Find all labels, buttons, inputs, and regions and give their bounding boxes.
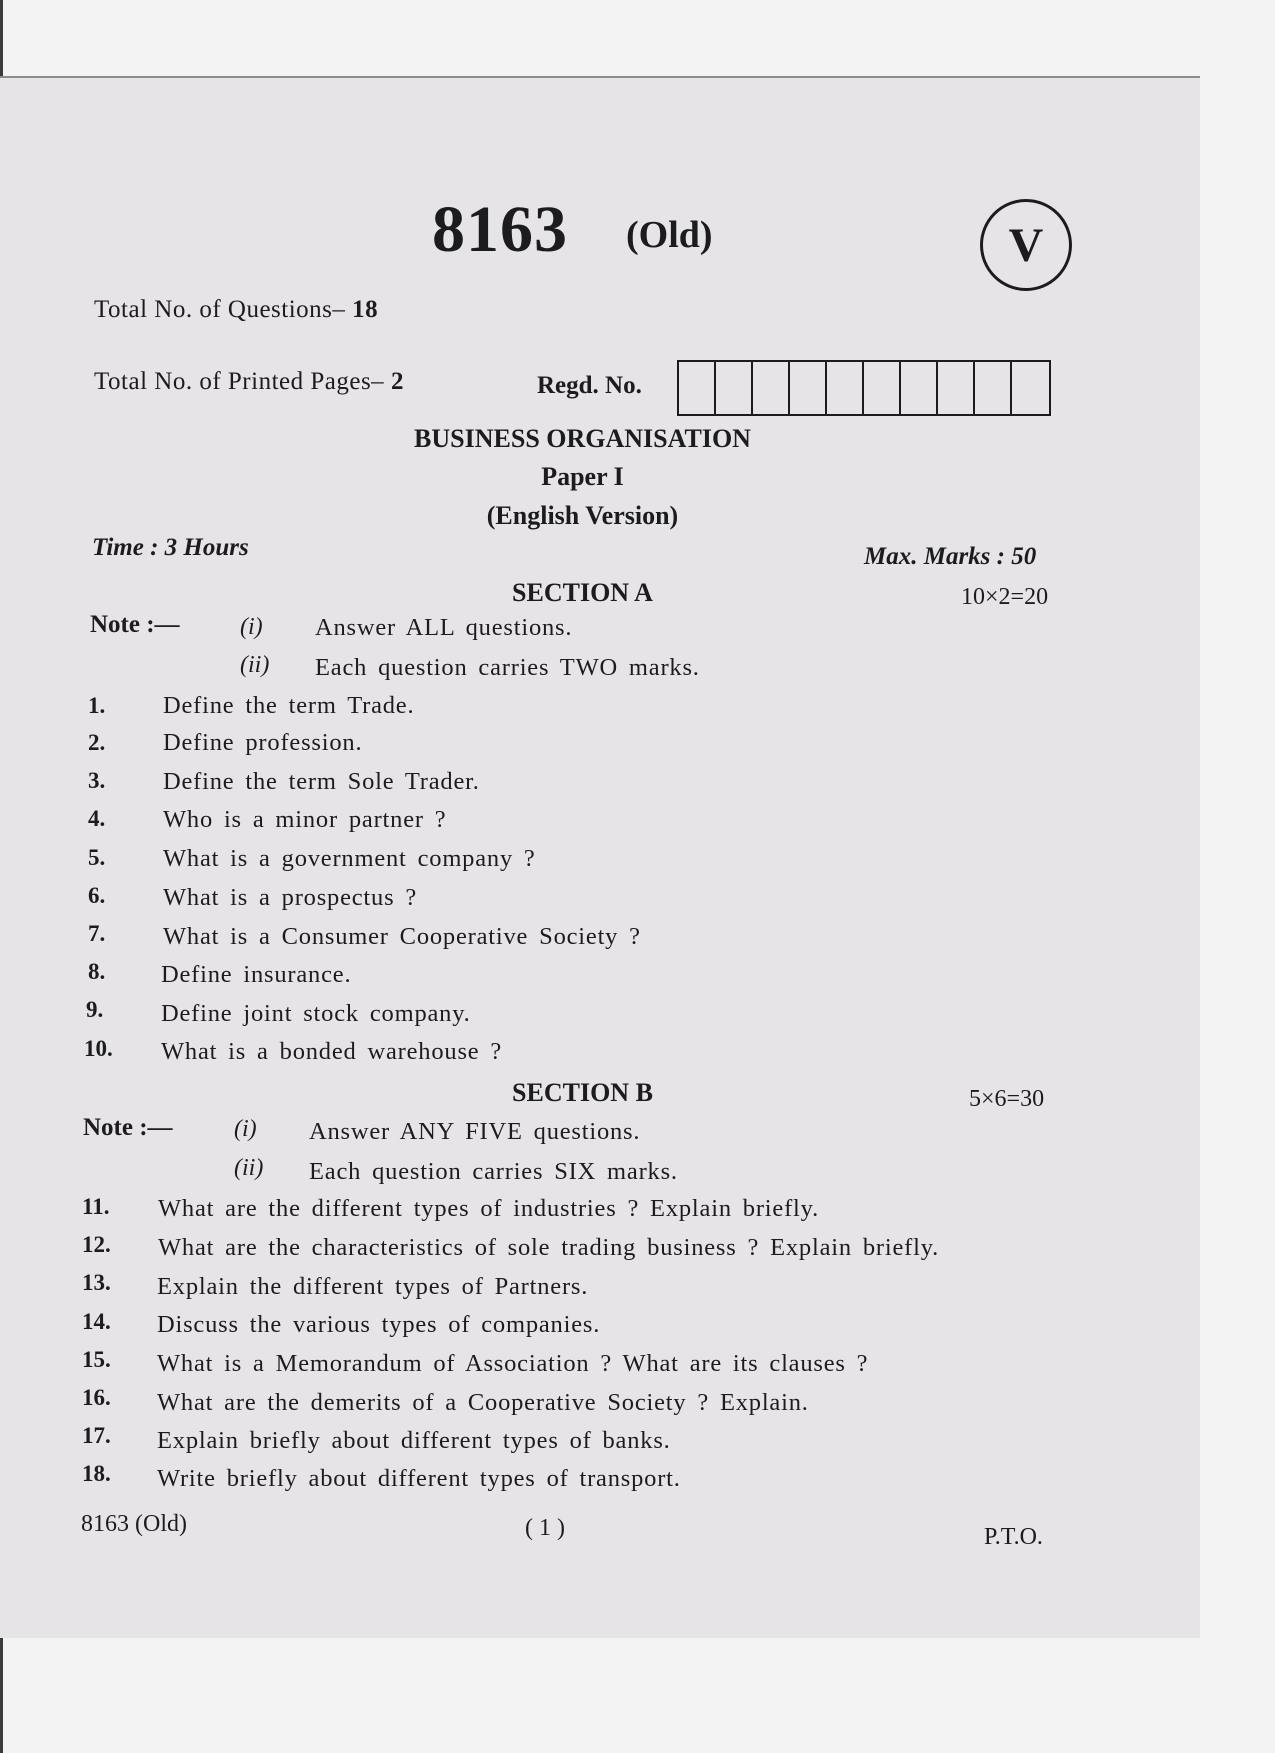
note-roman: (ii) [234, 1155, 264, 1181]
footer-paper-code: 8163 (Old) [81, 1511, 187, 1537]
question-text: Define the term Trade. [163, 692, 415, 719]
regd-box[interactable] [1012, 362, 1049, 414]
question-number: 6. [88, 883, 106, 908]
regd-box[interactable] [716, 362, 753, 414]
question-text: What are the demerits of a Cooperative Society ? Explain. [157, 1389, 809, 1416]
note-text: Each question carries SIX marks. [309, 1158, 678, 1185]
question-number: 12. [82, 1232, 111, 1257]
version-title: (English Version) [486, 501, 679, 530]
question-number: 16. [82, 1385, 111, 1410]
time-allowed: Time : 3 Hours [92, 534, 249, 561]
total-pages-label: Total No. of Printed Pages– [94, 368, 385, 395]
question-text: Discuss the various types of companies. [157, 1311, 601, 1338]
question-number: 17. [82, 1423, 111, 1448]
question-number: 18. [82, 1461, 111, 1486]
question-number: 2. [88, 730, 106, 755]
question-text: Explain briefly about different types of banks. [157, 1427, 671, 1454]
question-number: 1. [88, 693, 106, 718]
total-pages-line [94, 368, 404, 396]
regd-no-boxes[interactable] [677, 360, 1051, 416]
question-text: What are the different types of industries ? Explain briefly. [158, 1195, 820, 1222]
section-a-note-label: Note :— [90, 611, 180, 638]
question-number: 8. [88, 959, 106, 984]
question-text: Define joint stock company. [161, 1000, 471, 1027]
question-number: 7. [88, 921, 106, 946]
question-text: Write briefly about different types of transport. [157, 1465, 681, 1492]
question-text: What is a Consumer Cooperative Society ? [163, 923, 641, 950]
question-text: What is a prospectus ? [163, 884, 418, 911]
regd-box[interactable] [901, 362, 938, 414]
regd-box[interactable] [975, 362, 1012, 414]
footer-pto: P.T.O. [984, 1524, 1043, 1550]
note-roman: (i) [234, 1116, 257, 1142]
regd-box[interactable] [864, 362, 901, 414]
total-questions-label: Total No. of Questions– [94, 296, 346, 323]
note-text: Answer ALL questions. [315, 614, 573, 641]
section-b-note-label: Note :— [83, 1114, 173, 1141]
section-a-heading: SECTION A [512, 578, 653, 607]
paper-title: Paper I [541, 462, 624, 491]
regd-box[interactable] [790, 362, 827, 414]
question-text: Define profession. [163, 729, 363, 756]
section-b-heading: SECTION B [512, 1078, 653, 1107]
question-number: 11. [82, 1194, 110, 1219]
regd-box[interactable] [679, 362, 716, 414]
question-text: Who is a minor partner ? [163, 806, 447, 833]
question-number: 10. [84, 1036, 113, 1061]
question-text: Explain the different types of Partners. [157, 1273, 589, 1300]
note-roman: (ii) [240, 652, 270, 678]
question-number: 3. [88, 768, 106, 793]
paper-code: 8163 [432, 193, 568, 266]
footer-page-number: ( 1 ) [525, 1515, 565, 1541]
version-badge [980, 199, 1072, 291]
question-text: What is a government company ? [163, 845, 536, 872]
question-number: 14. [82, 1309, 111, 1334]
version-letter: V [1008, 218, 1044, 272]
question-number: 15. [82, 1347, 111, 1372]
total-pages-value: 2 [390, 368, 404, 395]
note-roman: (i) [240, 614, 263, 640]
section-a-marks: 10×2=20 [961, 584, 1049, 610]
question-number: 13. [82, 1270, 111, 1295]
regd-no-label: Regd. No. [537, 372, 642, 399]
question-text: What is a bonded warehouse ? [161, 1038, 503, 1065]
question-number: 9. [86, 997, 104, 1022]
total-questions-line [94, 296, 378, 324]
question-number: 5. [88, 845, 106, 870]
question-text: What are the characteristics of sole trading business ? Explain briefly. [158, 1234, 940, 1261]
paper-code-suffix: (Old) [626, 214, 713, 256]
note-text: Answer ANY FIVE questions. [309, 1118, 641, 1145]
question-number: 4. [88, 806, 106, 831]
subject-title: BUSINESS ORGANISATION [414, 424, 751, 453]
regd-box[interactable] [753, 362, 790, 414]
regd-box[interactable] [938, 362, 975, 414]
section-b-marks: 5×6=30 [969, 1086, 1045, 1112]
question-text: Define insurance. [161, 961, 352, 988]
question-text: What is a Memorandum of Association ? What are its clauses ? [157, 1350, 869, 1377]
question-text: Define the term Sole Trader. [163, 768, 480, 795]
note-text: Each question carries TWO marks. [315, 654, 700, 681]
regd-box[interactable] [827, 362, 864, 414]
max-marks: Max. Marks : 50 [864, 543, 1037, 570]
total-questions-value: 18 [352, 296, 379, 323]
